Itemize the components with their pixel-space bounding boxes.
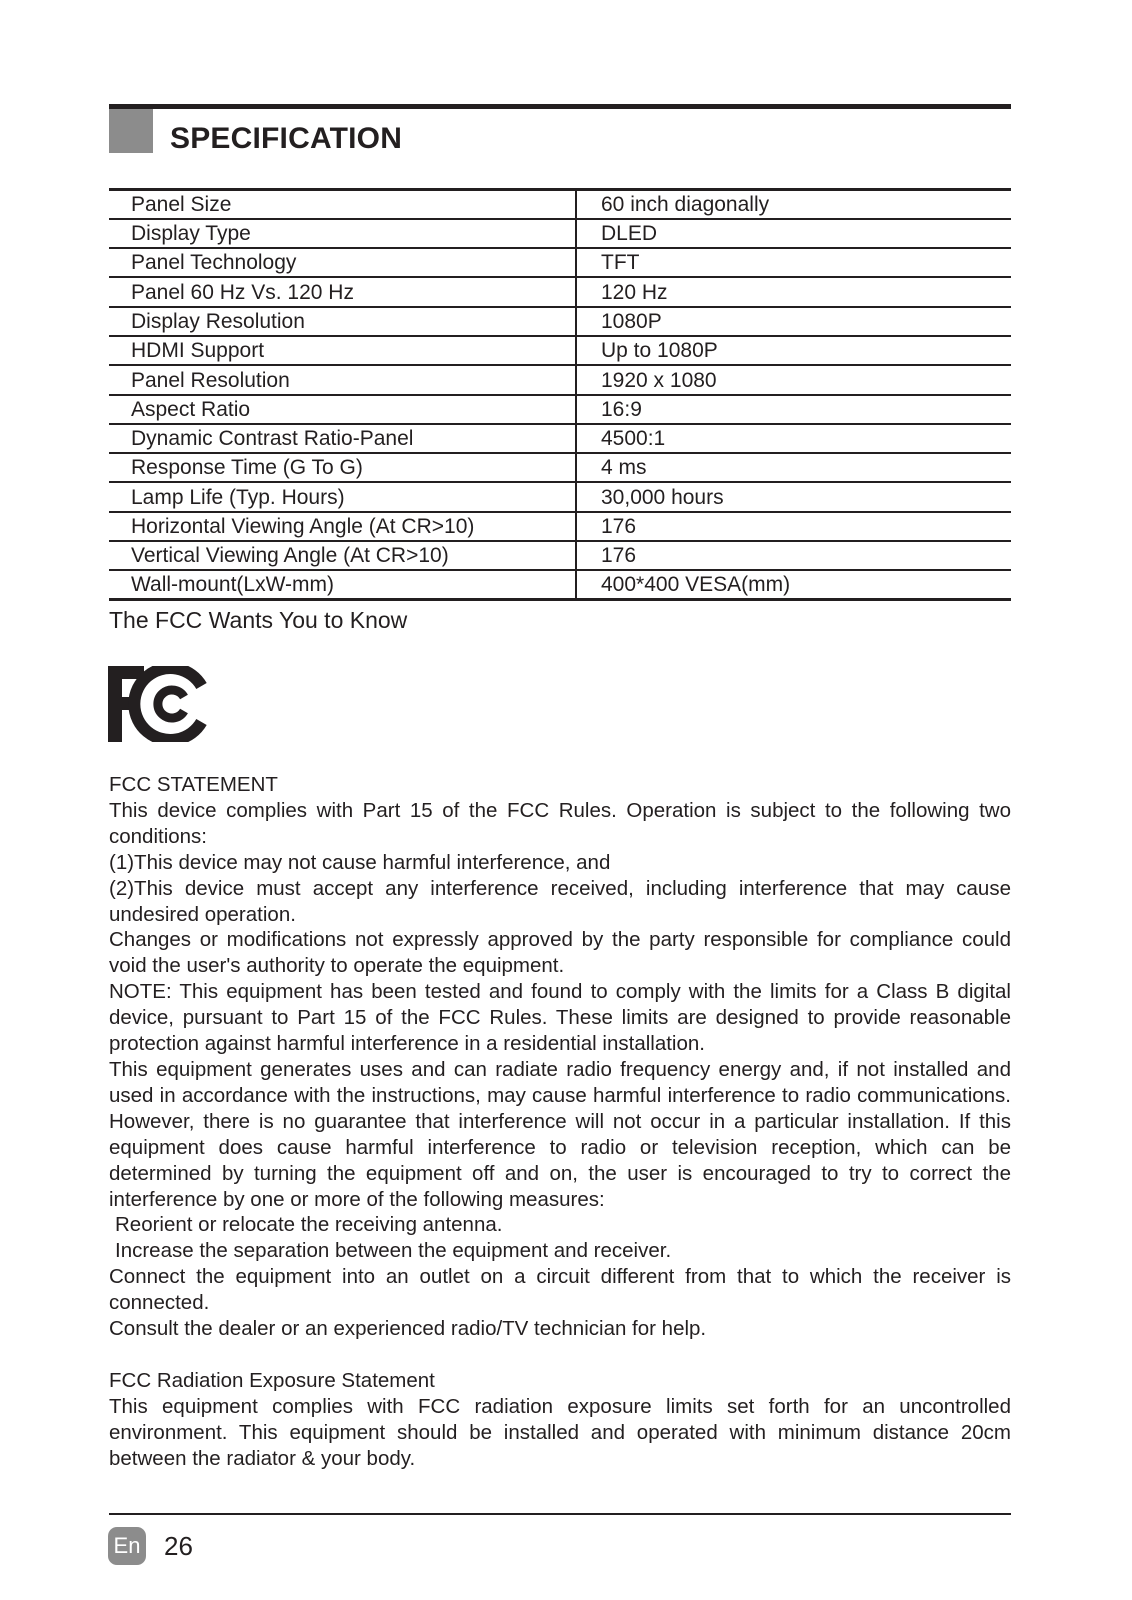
spec-value: 1920 x 1080 (576, 365, 1011, 394)
fcc-logo-icon (108, 666, 214, 742)
spec-value: 60 inch diagonally (576, 190, 1011, 219)
measure-item: Increase the separation between the equipment and receiver. (115, 1239, 672, 1263)
spec-value: TFT (576, 248, 1011, 277)
spec-value: 400*400 VESA(mm) (576, 570, 1011, 599)
spec-label: Panel Size (109, 190, 576, 219)
table-row (109, 482, 1011, 511)
table-row (109, 395, 1011, 424)
paragraph: This equipment generates uses and can radiate radio frequency energy and, if not installed and used in accordance with the instructions, may cause harmful interference to radio communications. However, there is no guarantee that interference will not occur in a particular installation. If this equipment does cause harmful interference to radio or television reception, which can be determined by turning the equipment off and on, the user is encouraged to try to correct the interference by one or more of the following measures: (109, 1057, 1011, 1211)
spec-label: HDMI Support (109, 336, 576, 365)
spec-label: Lamp Life (Typ. Hours) (109, 482, 576, 511)
paragraph: This device complies with Part 15 of the FCC Rules. Operation is subject to the following two conditions: (109, 798, 1011, 848)
table-row (109, 365, 1011, 394)
language-badge: En (108, 1527, 146, 1565)
spec-value: DLED (576, 219, 1011, 248)
radiation-title: FCC Radiation Exposure Statement (109, 1368, 435, 1392)
spec-label: Wall-mount(LxW-mm) (109, 570, 576, 599)
table-row (109, 336, 1011, 365)
spec-value: 16:9 (576, 395, 1011, 424)
table-row (109, 248, 1011, 277)
table-row (109, 424, 1011, 453)
spec-value: 4 ms (576, 453, 1011, 482)
spec-label: Display Resolution (109, 307, 576, 336)
spec-label: Horizontal Viewing Angle (At CR>10) (109, 512, 576, 541)
fcc-statement-section (109, 772, 1011, 1471)
spec-table (109, 188, 1011, 601)
table-row (109, 277, 1011, 306)
spec-label: Response Time (G To G) (109, 453, 576, 482)
spacer (109, 1342, 1011, 1368)
table-row (109, 541, 1011, 570)
spec-label: Panel Technology (109, 248, 576, 277)
fcc-subheading: The FCC Wants You to Know (109, 607, 408, 633)
spec-label: Panel Resolution (109, 365, 576, 394)
spec-label: Dynamic Contrast Ratio-Panel (109, 424, 576, 453)
spec-value: 176 (576, 541, 1011, 570)
spec-label: Aspect Ratio (109, 395, 576, 424)
spec-label: Vertical Viewing Angle (At CR>10) (109, 541, 576, 570)
paragraph: This equipment complies with FCC radiation exposure limits set forth for an uncontrolled environment. This equipment should be installed and operated with minimum distance 20cm between the radiator & your body. (109, 1394, 1011, 1470)
spec-value: 120 Hz (576, 277, 1011, 306)
spec-value: 4500:1 (576, 424, 1011, 453)
spec-value: 176 (576, 512, 1011, 541)
header-rule (109, 104, 1011, 109)
table-row (109, 307, 1011, 336)
table-row (109, 453, 1011, 482)
page-title: SPECIFICATION (170, 122, 403, 155)
condition-2: (2)This device must accept any interference received, including interference that may cause undesired operation. (109, 876, 1011, 926)
page-number: 26 (164, 1531, 193, 1561)
condition-1: (1)This device may not cause harmful interference, and (109, 850, 611, 874)
spec-value: 30,000 hours (576, 482, 1011, 511)
paragraph: NOTE: This equipment has been tested and found to comply with the limits for a Class B digital device, pursuant to Part 15 of the FCC Rules. These limits are designed to provide reasonable protection against harmful interference in a residential installation. (109, 980, 1011, 1056)
table-row (109, 570, 1011, 599)
fcc-statement-title: FCC STATEMENT (109, 773, 278, 796)
spec-label: Panel 60 Hz Vs. 120 Hz (109, 277, 576, 306)
table-row (109, 190, 1011, 219)
spec-value: 1080P (576, 307, 1011, 336)
footer-rule (109, 1513, 1011, 1515)
paragraph: Changes or modifications not expressly approved by the party responsible for compliance could void the user's authority to operate the equipment. (109, 928, 1011, 978)
spec-value: Up to 1080P (576, 336, 1011, 365)
paragraph: Consult the dealer or an experienced radio/TV technician for help. (109, 1317, 707, 1341)
spec-label: Display Type (109, 219, 576, 248)
table-row (109, 512, 1011, 541)
paragraph: Connect the equipment into an outlet on a circuit different from that to which the receiver is connected. (109, 1265, 1011, 1315)
table-row (109, 219, 1011, 248)
measure-item: Reorient or relocate the receiving antenna. (115, 1213, 503, 1237)
section-marker (109, 109, 153, 153)
spec-table-body (109, 190, 1011, 600)
